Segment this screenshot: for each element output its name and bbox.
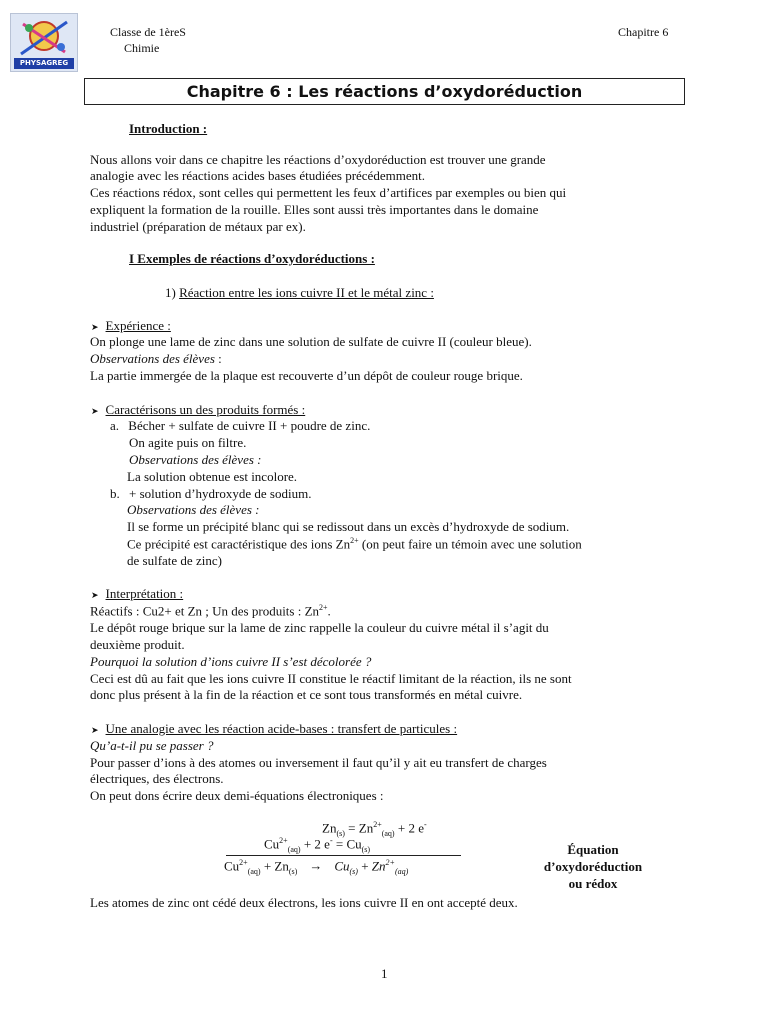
eq2-cu: = Cu [332,836,362,852]
page-number: 1 [381,966,388,981]
experience-obs [90,351,222,367]
zn-charge: 2+ [350,536,359,545]
reactifs-charge: 2+ [319,603,328,612]
interpretation-line-5: donc plus présent à la fin de la réaction et ce sont tous transformés en métal cuivre. [90,687,523,702]
analogie-line-1: Pour passer d’ions à des atomes ou inversement il faut qu’il y ait eu transfert de charges [90,755,547,770]
item-a-observations: Observations des élèves : [129,452,262,467]
eq3-cu-state: (s) [349,866,358,876]
item-a-line-2: On agite puis on filtre. [129,435,247,450]
eq3-cu-ion: Cu [224,858,240,874]
item-b-text: + solution d’hydroxyde de sodium. [129,486,312,501]
eq3-zn-ion: Zn [371,858,386,874]
intro-line-1: Nous allons voir dans ce chapitre les réactions d’oxydoréduction est trouver une grande [90,152,546,167]
analogie-question: Qu’a-t-il pu se passer ? [90,738,214,753]
experience-line-1: On plonge une lame de zinc dans une solution de sulfate de cuivre II (couleur bleue). [90,334,532,349]
eq1-zn-state: (s) [336,828,345,838]
subject-label: Chimie [124,41,160,55]
section-1-heading: I Exemples de réactions d’oxydoréductions : [129,251,375,266]
observations-colon: : [214,351,222,366]
observations-label: Observations des élèves [90,351,215,366]
eq1-zn: Zn [322,820,337,836]
eq3-zn-state: (s) [288,866,298,876]
eq3-cu: Cu [334,858,350,874]
equation-label-line-1: Équation [567,842,619,857]
item-a-result: La solution obtenue est incolore. [127,469,298,484]
equation-sum-rule [226,855,461,856]
physagreg-logo [10,13,78,72]
intro-heading: Introduction : [129,121,208,136]
reactifs-line [90,603,331,619]
equation-label-line-2: d’oxydoréduction [543,859,643,874]
item-b-line-2-post: (on peut faire un témoin avec une solution [358,536,582,552]
interpretation-line-4: Ceci est dû au fait que les ions cuivre II constitue le réactif limitant de la réaction, ils ne sont [90,671,572,686]
eq3-plus-2: + [357,858,372,874]
subsection-1 [165,285,434,301]
item-a-text: Bécher + sulfate de cuivre II + poudre de zinc. [128,418,371,433]
class-label: Classe de 1èreS [110,25,186,39]
analogie-bullet [91,721,457,737]
subsection-number: 1) [165,285,176,300]
arrow-bullet-icon: ➤ [91,726,99,736]
arrow-bullet-icon: ➤ [91,407,99,417]
reactifs-pre: Réactifs : Cu2+ et Zn ; Un des produits : Zn [90,603,320,619]
item-b-line-2-pre: Ce précipité est caractéristique des ions Zn [127,536,351,552]
caracterisons-bullet [91,402,305,418]
eq2-cu-state: (s) [361,844,371,854]
eq2-electron-charge: - [329,836,333,845]
eq3-zn-ion-charge: 2+ [385,858,395,867]
subsection-title: Réaction entre les ions cuivre II et le métal zinc : [179,285,434,300]
reaction-arrow-icon: → [309,858,323,874]
eq1-zn-ion-charge: 2+ [373,820,382,829]
equation-label-line-3: ou rédox [568,876,618,891]
logo-text: PHYSAGREG [19,59,69,67]
intro-line-3: Ces réactions rédox, sont celles qui permettent les feux d’artifices par exemples ou bien qui [90,185,567,200]
eq2-electrons: + 2 e [300,836,330,852]
global-equation [224,858,408,876]
item-b-label: b. [110,486,120,501]
eq1-zn-ion-state: (aq) [381,828,395,838]
analogie-line-2: électriques, des électrons. [90,771,224,786]
experience-label: Expérience : [105,318,171,333]
analogie-label: Une analogie avec les réaction acide-bases : transfert de particules : [105,721,458,736]
eq2-cu-ion: Cu [264,836,280,852]
interpretation-label: Interprétation : [105,586,184,601]
item-b-line-3: de sulfate de zinc) [127,553,222,568]
intro-line-5: industriel (préparation de métaux par ex). [90,219,306,234]
item-b [110,486,311,502]
caracterisons-label: Caractérisons un des produits formés : [105,402,306,417]
eq1-equals: = [344,820,359,836]
interpretation-line-2: Le dépôt rouge brique sur la lame de zinc rappelle la couleur du cuivre métal il s’agit du [90,620,549,635]
eq3-zn: Zn [274,858,289,874]
eq3-cu-ion-state: (aq) [247,866,261,876]
eq2-cu-ion-state: (aq) [287,844,301,854]
eq3-cu-ion-charge: 2+ [239,858,248,867]
item-b-line-2 [127,536,582,552]
interpretation-bullet [91,586,183,602]
eq1-electrons: + 2 e [394,820,424,836]
eq2-cu-ion-charge: 2+ [279,836,288,845]
interpretation-question: Pourquoi la solution d’ions cuivre II s’est décolorée ? [90,654,372,669]
eq3-zn-ion-state: (aq) [394,866,409,876]
item-a-label: a. [110,418,120,433]
page-title: Chapitre 6 : Les réactions d’oxydoréduction [84,78,685,105]
eq3-plus-1: + [260,858,275,874]
item-b-line-1: Il se forme un précipité blanc qui se redissout dans un excès d’hydroxyde de sodium. [127,519,570,534]
equation-label [528,841,658,892]
intro-line-2: analogie avec les réactions acides bases étudiées précédemment. [90,168,425,183]
interpretation-line-3: deuxième produit. [90,637,185,652]
experience-line-2: La partie immergée de la plaque est recouverte d’un dépôt de couleur rouge brique. [90,368,523,383]
chapter-label: Chapitre 6 [618,25,669,39]
half-equation-copper [264,836,370,854]
conclusion-line: Les atomes de zinc ont cédé deux électrons, les ions cuivre II en ont accepté deux. [90,895,518,910]
experience-bullet [91,318,171,334]
item-a [110,418,370,434]
reactifs-post: . [327,603,331,619]
item-b-observations: Observations des élèves : [127,502,260,517]
eq1-electron-charge: - [423,820,427,829]
eq1-zn-ion: Zn [358,820,374,836]
intro-line-4: expliquent la formation de la rouille. Elles sont aussi très importantes dans le domaine [90,202,539,217]
arrow-bullet-icon: ➤ [91,591,99,601]
analogie-line-3: On peut dons écrire deux demi-équations électroniques : [90,788,384,803]
arrow-bullet-icon: ➤ [91,323,99,333]
